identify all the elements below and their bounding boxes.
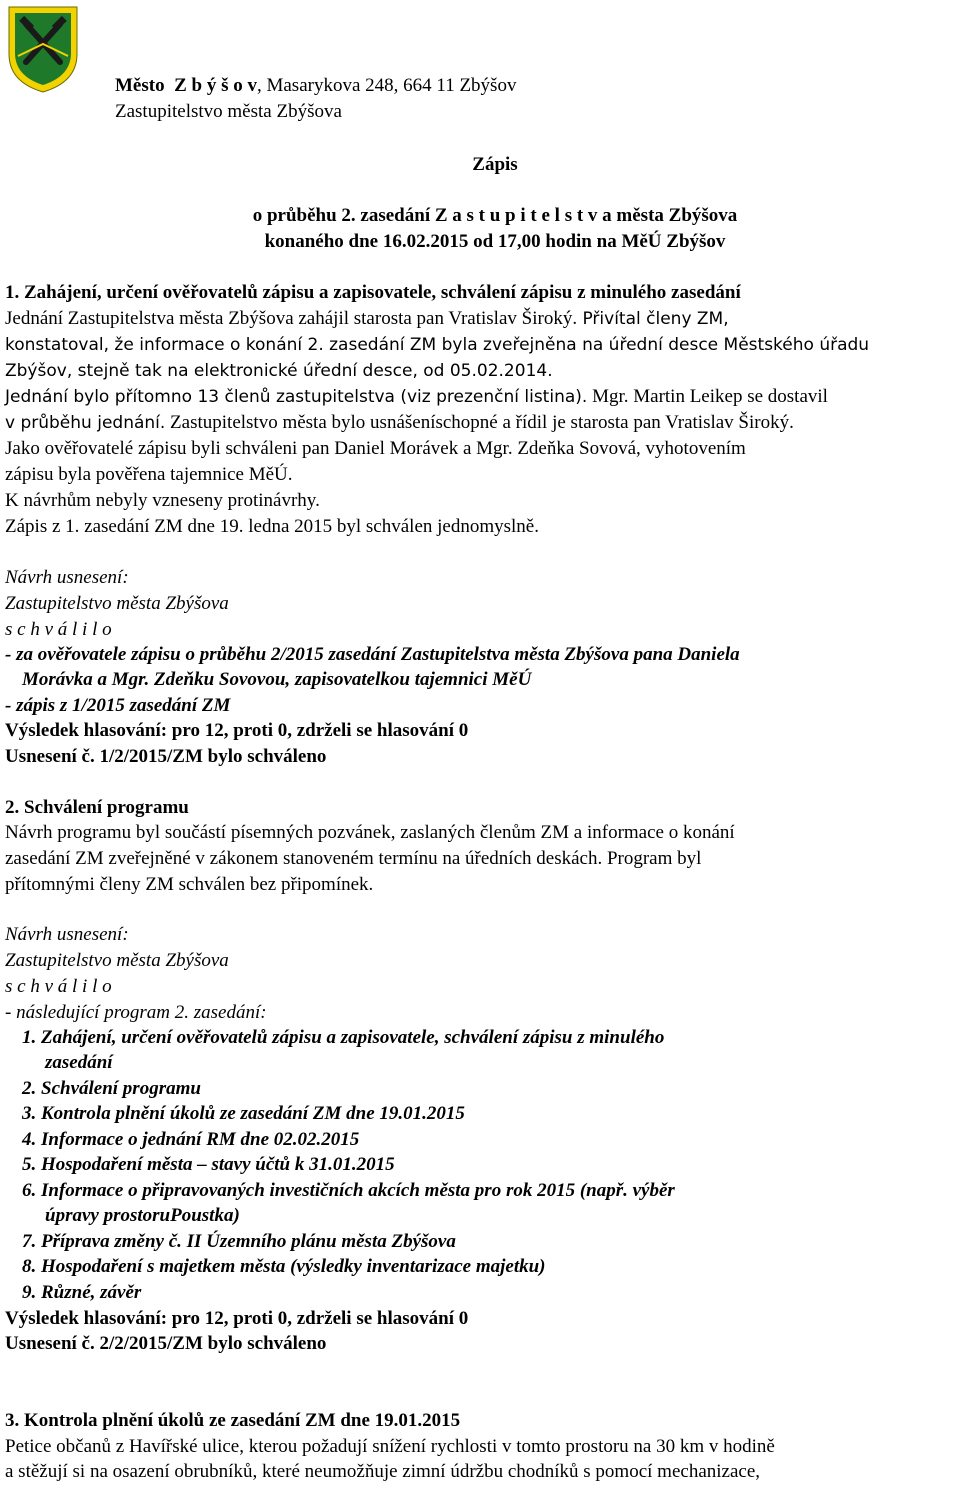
program-item: 9. Různé, závěr — [22, 1282, 142, 1303]
document-subtitle-1: o průběhu 2. zasedání Z a s t u p i t e l s t v a města Zbýšova — [252, 205, 738, 226]
vote-result: Výsledek hlasování: pro 12, proti 0, zdrželi se hlasování 0 — [5, 720, 469, 741]
section-3-line: Petice občanů z Havířské ulice, kterou požadují snížení rychlosti v tomto prostoru na 30 km v hodině — [5, 1436, 775, 1457]
section-2-line: zasedání ZM zveřejněné v zákonem stanoveném termínu na úředních deskách. Program byl — [5, 848, 702, 869]
text-span: Mgr. Martin Leikep se dostavil — [587, 386, 828, 407]
resolution-item: Morávka a Mgr. Zdeňku Sovovou, zapisovatelkou tajemnici MěÚ — [22, 669, 532, 690]
proposal-council: Zastupitelstvo města Zbýšova — [5, 593, 229, 614]
resolution-item: - zápis z 1/2015 zasedání ZM — [5, 695, 231, 716]
town-coat-of-arms-logo — [6, 4, 80, 94]
section-1-heading: 1. Zahájení, určení ověřovatelů zápisu a zapisovatele, schválení zápisu z minulého zasedání — [5, 282, 741, 303]
text-span: Přivítal členy ZM, — [577, 309, 729, 329]
program-item: úpravy prostoruPoustka) — [45, 1205, 240, 1226]
program-item: 5. Hospodaření města – stavy účtů k 31.01.2015 — [22, 1154, 395, 1175]
section-1-line — [5, 306, 729, 332]
proposal-label: Návrh usnesení: — [5, 567, 129, 588]
town-name: Z b ý š o v — [174, 75, 257, 96]
text-span: Zastupitelstvo města bylo usnášeníschopné a řídil je starosta pan Vratislav Široký. — [165, 412, 794, 433]
resolution-status: Usnesení č. 1/2/2015/ZM bylo schváleno — [5, 746, 327, 767]
program-item: 1. Zahájení, určení ověřovatelů zápisu a zapisovatele, schválení zápisu z minulého — [22, 1027, 665, 1048]
council-name: Zastupitelstvo města Zbýšova — [115, 101, 342, 122]
proposal-council: Zastupitelstvo města Zbýšova — [5, 950, 229, 971]
town-prefix: Město — [115, 75, 165, 96]
program-item: 3. Kontrola plnění úkolů ze zasedání ZM dne 19.01.2015 — [22, 1103, 465, 1124]
program-item: 8. Hospodaření s majetkem města (výsledky inventarizace majetku) — [22, 1256, 546, 1277]
program-item: 6. Informace o připravovaných investičních akcích města pro rok 2015 (např. výběr — [22, 1180, 675, 1201]
program-item: 4. Informace o jednání RM dne 02.02.2015 — [22, 1129, 360, 1150]
resolution-item: - za ověřovatele zápisu o průběhu 2/2015 zasedání Zastupitelstva města Zbýšova pana Daniela — [5, 644, 740, 665]
text-span: Jako ověřovatelé zápisu byli schváleni pan Daniel Morávek a Mgr. — [5, 438, 513, 459]
section-1-line — [5, 332, 869, 358]
text-span: konstatoval, že informace o konání 2. — [5, 335, 324, 355]
section-1-line — [5, 384, 828, 410]
proposal-approved: s c h v á l i l o — [5, 619, 112, 640]
program-intro: - následující program 2. zasedání: — [5, 1002, 267, 1023]
section-2-heading: 2. Schválení programu — [5, 797, 189, 818]
text-span: Jednání bylo přítomno 13 členů zastupitelstva (viz prezenční listina). — [5, 387, 588, 407]
program-item: 2. Schválení programu — [22, 1078, 201, 1099]
section-2-line: přítomnými členy ZM schválen bez připomínek. — [5, 874, 374, 895]
resolution-status: Usnesení č. 2/2/2015/ZM bylo schváleno — [5, 1333, 327, 1354]
town-header-line — [115, 73, 516, 99]
section-3-heading: 3. Kontrola plnění úkolů ze zasedání ZM dne 19.01.2015 — [5, 1410, 461, 1431]
program-item: 7. Příprava změny č. II Územního plánu města Zbýšova — [22, 1231, 456, 1252]
section-1-line — [5, 410, 794, 436]
text-span: Jednání Zastupitelstva města Zbýšova zahájil starosta pan Vratislav Široký. — [5, 308, 578, 329]
document-title: Zápis — [472, 154, 518, 175]
section-2-line: Návrh programu byl součástí písemných pozvánek, zaslaných členům ZM a informace o konání — [5, 822, 735, 843]
document-subtitle-2: konaného dne 16.02.2015 od 17,00 hodin na MěÚ Zbýšov — [264, 231, 726, 252]
text-span: v průběhu jednání. — [5, 413, 166, 433]
section-1-line: Zbýšov, stejně tak na elektronické úřední desce, od 05.02.2014. — [5, 361, 553, 381]
section-1-line: K návrhům nebyly vzneseny protinávrhy. — [5, 490, 320, 511]
proposal-approved: s c h v á l i l o — [5, 976, 112, 997]
text-span: Zdeňka Sovová, vyhotovením — [512, 438, 746, 459]
section-1-line — [5, 436, 746, 462]
program-item: zasedání — [45, 1052, 113, 1073]
vote-result: Výsledek hlasování: pro 12, proti 0, zdrželi se hlasování 0 — [5, 1308, 469, 1329]
proposal-label: Návrh usnesení: — [5, 924, 129, 945]
text-span: zasedání ZM byla zveřejněna na úřední desce Městského úřadu — [323, 335, 870, 355]
section-1-line: zápisu byla pověřena tajemnice MěÚ. — [5, 464, 293, 485]
section-1-line: Zápis z 1. zasedání ZM dne 19. ledna 2015 byl schválen jednomyslně. — [5, 516, 539, 537]
town-address: , Masarykova 248, 664 11 Zbýšov — [256, 75, 517, 96]
section-3-line: a stěžují si na osazení obrubníků, které neumožňuje zimní údržbu chodníků s pomocí mechanizace, — [5, 1461, 761, 1482]
